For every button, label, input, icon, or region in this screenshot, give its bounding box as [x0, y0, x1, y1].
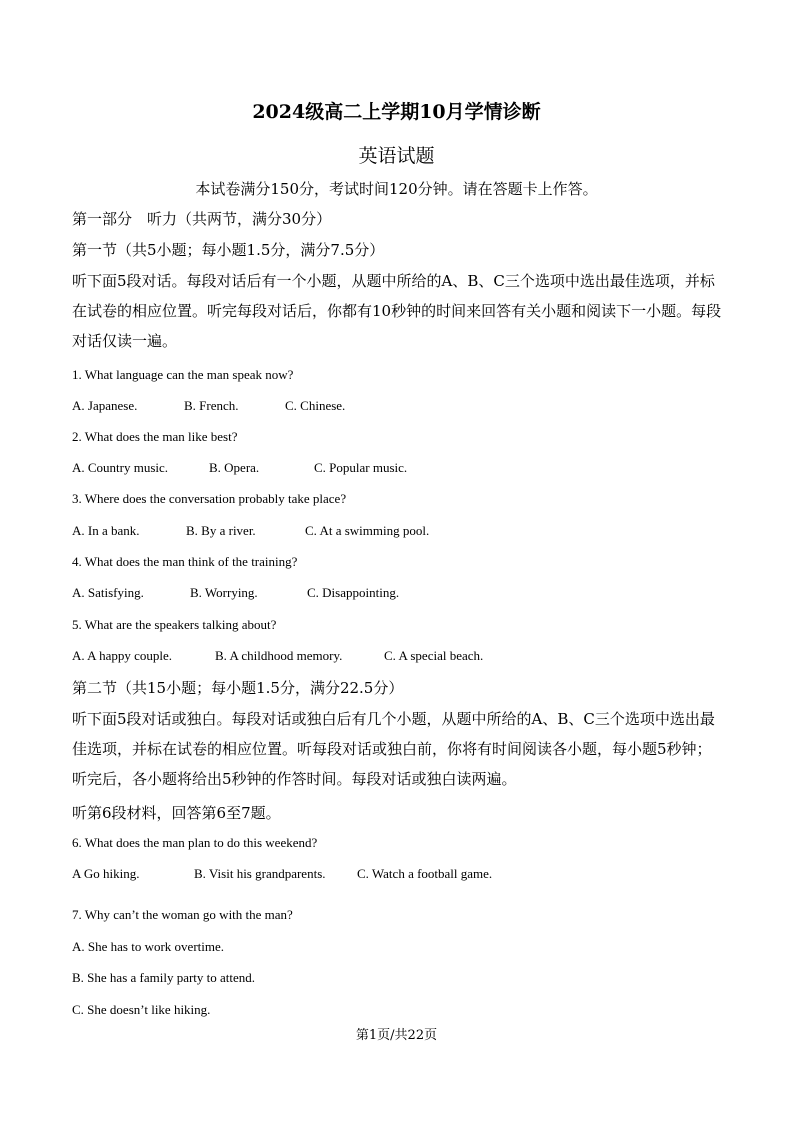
exam-intro: 本试卷满分150分，考试时间120分钟。请在答题卡上作答。	[195, 180, 598, 198]
question-6: 6. What does the man plan to do this weekend?	[72, 835, 318, 850]
question-4: 4. What does the man think of the training?	[72, 554, 298, 569]
option-c: C. Chinese.	[285, 398, 346, 413]
option-a: A. Japanese.	[72, 398, 138, 413]
question-6-options	[72, 866, 492, 882]
question-5: 5. What are the speakers talking about?	[72, 617, 277, 632]
option-c: C. At a swimming pool.	[305, 523, 430, 538]
option-a: A. Satisfying.	[72, 585, 144, 600]
question-5-options	[72, 648, 483, 664]
section1-heading: 第一节（共5小题；每小题1.5分，满分7.5分）	[72, 241, 385, 259]
page-footer: 第1页/共22页	[355, 1028, 438, 1043]
option-b: B. Visit his grandparents.	[194, 866, 326, 881]
material-note: 听第6段材料，回答第6至7题。	[72, 804, 281, 822]
question-3-options	[72, 523, 429, 539]
option-a: A. A happy couple.	[72, 648, 173, 663]
option-c: C. Popular music.	[314, 460, 408, 475]
option-b: B. By a river.	[186, 523, 256, 538]
section2-instructions: 听下面5段对话或独白。每段对话或独白后有几个小题，从题中所给的A、B、C三个选项中选出最佳选项，并标在试卷的相应位置。听每段对话或独白前，你将有时间阅读各小题，每小题5秒钟；听完后，各小题将给出5秒钟的作答时间。每段对话或独白读两遍。	[72, 710, 715, 788]
option-c: C. Watch a football game.	[357, 866, 493, 881]
option-b: B. Worrying.	[190, 585, 258, 600]
option-b: B. French.	[184, 398, 239, 413]
option-a: A. In a bank.	[72, 523, 140, 538]
section2-heading: 第二节（共15小题；每小题1.5分，满分22.5分）	[72, 679, 404, 697]
question-2-options	[72, 460, 407, 476]
question-7-option-b: B. She has a family party to attend.	[72, 970, 256, 985]
question-1-options	[72, 398, 345, 414]
question-7-option-c: C. She doesn’t like hiking.	[72, 1002, 211, 1017]
exam-title: 2024级高二上学期10月学情诊断	[252, 101, 541, 123]
question-1: 1. What language can the man speak now?	[72, 367, 294, 382]
question-7: 7. Why can’t the woman go with the man?	[72, 907, 293, 922]
option-a: A. Country music.	[72, 460, 169, 475]
question-7-option-a: A. She has to work overtime.	[72, 939, 225, 954]
exam-subtitle: 英语试题	[358, 145, 435, 167]
option-b: B. A childhood memory.	[215, 648, 343, 663]
option-b: B. Opera.	[209, 460, 260, 475]
question-3: 3. Where does the conversation probably take place?	[72, 491, 347, 506]
option-c: C. Disappointing.	[307, 585, 400, 600]
part1-heading: 第一部分 听力（共两节，满分30分）	[72, 210, 332, 228]
question-2: 2. What does the man like best?	[72, 429, 238, 444]
section1-instructions: 听下面5段对话。每段对话后有一个小题，从题中所给的A、B、C三个选项中选出最佳选项，并标在试卷的相应位置。听完每段对话后，你都有10秒钟的时间来回答有关小题和阅读下一小题。每段对话仅读一遍。	[72, 272, 722, 350]
question-4-options	[72, 585, 399, 601]
option-a: A Go hiking.	[72, 866, 140, 881]
option-c: C. A special beach.	[384, 648, 484, 663]
